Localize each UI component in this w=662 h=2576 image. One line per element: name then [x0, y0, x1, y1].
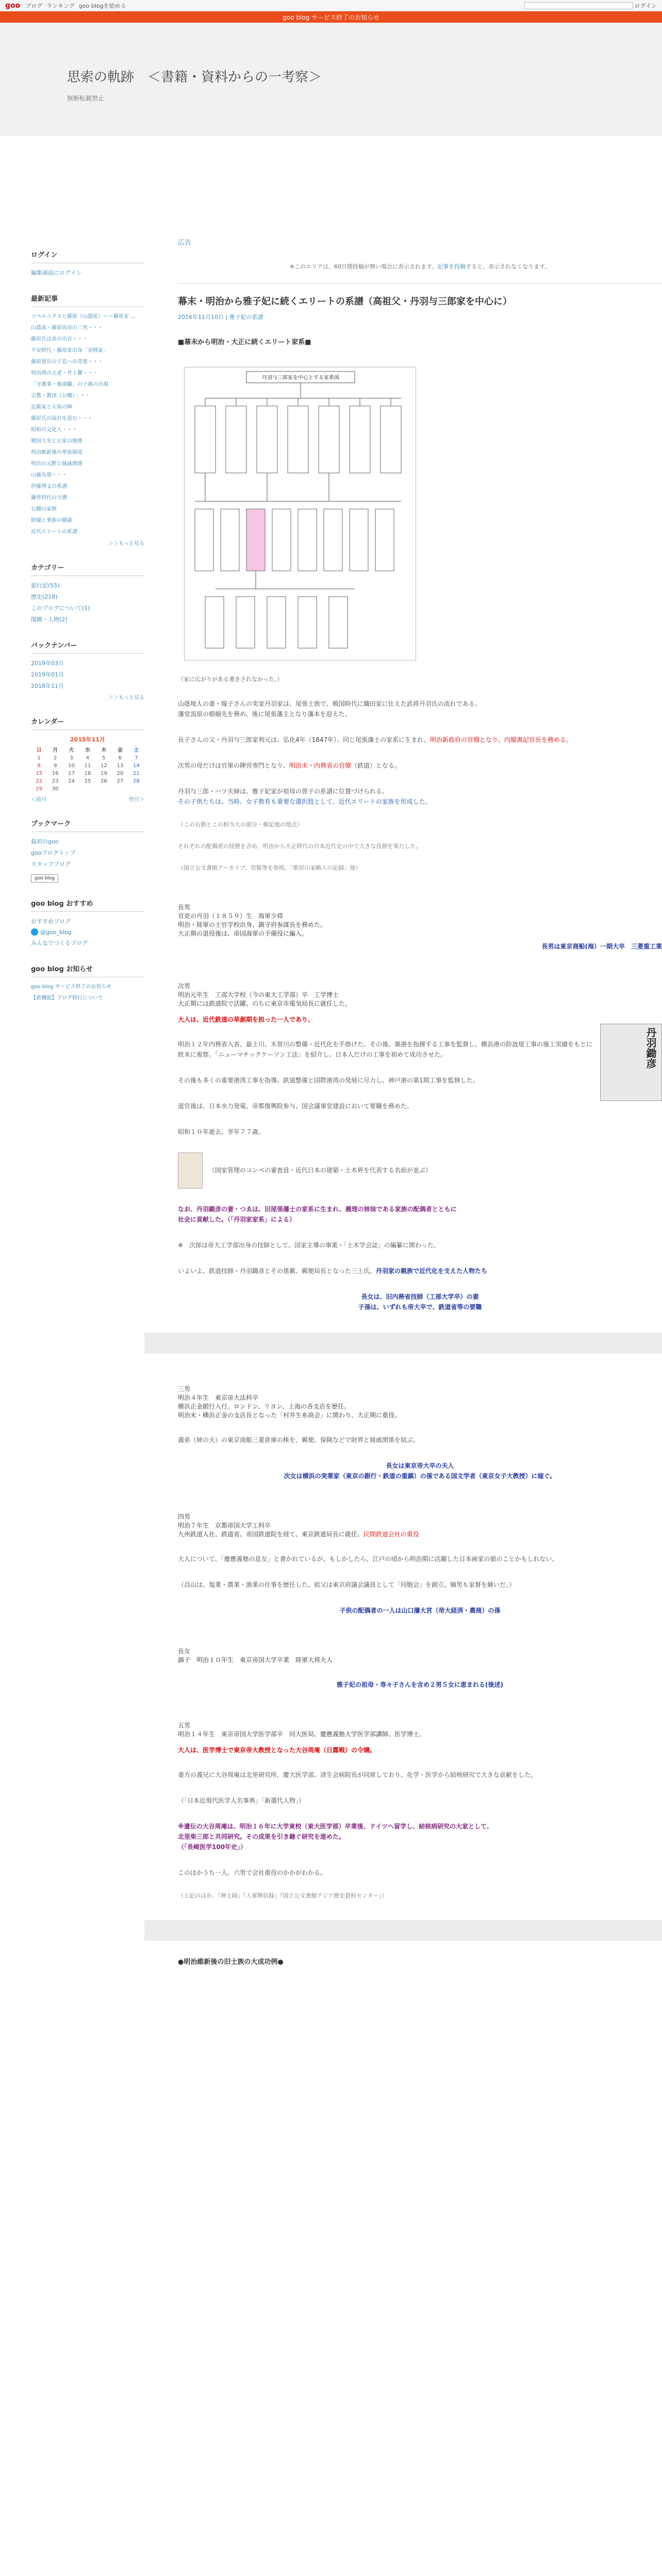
portrait-name: 丹羽鋤彦: [644, 1027, 657, 1069]
next-section-heading: ●明治維新後の旧士族の大成功例●: [178, 1958, 284, 1966]
calendar-prev-link[interactable]: ＜前月: [31, 797, 46, 803]
login-link[interactable]: ログイン: [634, 2, 657, 9]
calendar-date: 5: [102, 755, 106, 761]
calendar-date: 7: [135, 755, 138, 761]
section-line: 明治１４年生 東京帝国大学医学部卒 同大医局、慶應義塾大学医学部講師、医学博士。: [178, 1731, 426, 1738]
ad-label[interactable]: 広告: [178, 239, 192, 247]
section-line: 明治元年生 工部大学校（今の東大工学部）卒 工学博士: [178, 991, 339, 998]
calendar-date: 26: [101, 778, 107, 784]
topbar-link-start[interactable]: goo blogを始める: [78, 2, 126, 9]
goo-search-input[interactable]: [524, 2, 633, 9]
career-text-2: （鉄道）となる。: [351, 762, 401, 769]
goo-topbar: [0, 0, 662, 11]
calendar-date: 1: [37, 755, 41, 761]
recent-item[interactable]: 平安時代・藤原家出身「羽林家」: [31, 348, 108, 353]
center-line: 長女は、旧内務省技師（工部大学卒）の妻: [361, 1293, 479, 1300]
section-third-son: [178, 1384, 662, 1481]
recent-heading: 最新記事: [31, 293, 144, 307]
category-section: [31, 562, 144, 624]
calendar-day-header: 月: [53, 748, 58, 753]
section-paragraph: その後も多くの重要港湾工事を指導。鉄道整備と国際港湾の発展に尽力し、神戸港の第1期工事を監修した。: [178, 1077, 479, 1084]
purple-note-1: ※遺伝の大谷周庵は、明治１６年に大学東校（東大医学部）卒業後、ドイツへ留学し、結核病研究の大家として、: [178, 1823, 493, 1830]
section-summary: 長男は東京商船(海）一期大卒 三菱重工業: [541, 943, 662, 950]
category-item[interactable]: 閨閥・人物(2): [31, 616, 68, 623]
section-divider-band: [144, 1920, 662, 1941]
section-navy-text: 丹羽家の親族で近代化を支えた人物たち: [376, 1267, 488, 1275]
calendar-title: 2015年11月: [70, 736, 105, 743]
calendar-day-header: 木: [101, 748, 107, 753]
twitter-icon: [31, 928, 38, 936]
calendar-date: 29: [36, 786, 43, 792]
section-center-summary: 雅子妃の祖母・寿々子さんを含め２男５女に恵まれる(後述): [337, 1681, 503, 1688]
post-meta[interactable]: 2016年11月10日 | 雅子妃の系譜: [178, 314, 263, 320]
calendar-date: 28: [133, 778, 140, 784]
section-line: 官吏の丹羽（１８５９）生 海軍少将: [178, 912, 284, 920]
section-paragraph: 明治１２年内務省入省。最上川、木曽川の整備・近代化を手掛けた。その後、築港を指揮する工事を監督し、横浜港の防波堤工事の施工実績をもとに欧米に視察。「ニューマチックケーソン工法」を紹介し、日本人だけの工事を初めて成功させた。: [178, 1041, 593, 1058]
login-edit-link[interactable]: 編集画面にログイン: [31, 269, 82, 276]
section-fourth-son: [178, 1512, 662, 1616]
section-center-summary: 子供の配偶者の一人は山口藩大宮（帝大経済・農商）の孫: [339, 1607, 501, 1614]
goo-logo[interactable]: goo: [5, 1, 21, 10]
section-second-son: [178, 981, 662, 1312]
recent-item[interactable]: 伊藤博文の系譜: [31, 484, 67, 489]
calendar-date: 2: [53, 755, 57, 761]
section-line: 錦子 明治１０年生 東京帝国大学卒業 陸軍大将夫人: [178, 1656, 333, 1664]
backnumber-heading: バックナンバー: [31, 640, 144, 654]
bookmark-item[interactable]: スタッフブログ: [31, 861, 71, 868]
login-section: [31, 249, 144, 278]
calendar-date: 17: [68, 771, 75, 776]
center-line: 長女は東京帝大卒の夫人: [386, 1462, 454, 1469]
calendar-date: 12: [101, 763, 107, 769]
purple-note-3: （「長崎医学100年史」）: [178, 1843, 247, 1851]
post-header: [178, 283, 662, 321]
section-paragraph: （昌山は、塩業・農業・漁業の仕事を歴任した。祖父は東京府議会議員として「同胞会」を創立。嫡男も家督を継いだ。）: [178, 1581, 516, 1588]
recent-item[interactable]: 昭和の文化人・・・: [31, 427, 77, 433]
backnumber-item[interactable]: 2019年03月: [31, 660, 64, 667]
tree-caption: （家に広がりがある書きされなかった。）: [178, 676, 283, 683]
calendar-day-header: 火: [69, 748, 74, 753]
recent-item[interactable]: 山縣有朋・・・: [31, 472, 67, 478]
calendar-date: 27: [117, 778, 124, 784]
section-paragraph: （「日本近現代医学人名事典」「新選代人物」）: [178, 1797, 305, 1804]
recent-item[interactable]: 近衛家と大坂の陣: [31, 404, 72, 410]
category-item[interactable]: 旅行記(55): [31, 582, 60, 589]
section-label: 五男: [178, 1722, 191, 1729]
recent-item[interactable]: 明治期の元老・井上馨・・・: [31, 370, 98, 376]
recent-item[interactable]: 山蔭流・藤原高房の三男・・・: [31, 325, 103, 331]
calendar-date: 6: [118, 755, 122, 761]
purple-note-1: なお、丹羽鋤彦の妻・つゑは、旧尾張藩士の家系に生まれ、義理の姉妹である家族の配偶者とともに: [178, 1206, 457, 1213]
section-divider-band: [144, 1333, 662, 1353]
family-tree-image: [184, 367, 416, 660]
section-eldest-daughter: [178, 1647, 662, 1690]
category-heading: カテゴリー: [31, 562, 144, 576]
recent-item[interactable]: 藤原氏は弟の出自・・・: [31, 336, 88, 342]
goo-topbar-links: [25, 2, 126, 10]
career-highlight: 明治末・内務省の官僚: [289, 762, 352, 769]
recent-section: [31, 293, 144, 547]
section-line: 明治４年生 東京帝大法科卒: [178, 1394, 259, 1401]
portrait-photo: [600, 1024, 662, 1101]
section-highlight: 民間鉄道会社の重役: [363, 1531, 419, 1538]
section-highlight: 大正期には鉄道院で活躍、のちに東京市電気局長に就任した。: [178, 1000, 352, 1007]
section-text: いよいよ、鉄道技師・丹羽鋤彦とその係累、郵便局長となった三上氏、: [178, 1267, 376, 1275]
purple-note: [178, 1204, 662, 1225]
note-line: （この右側とこの相当大の部分・郵記地の地点）: [178, 821, 303, 828]
calendar-date: 18: [84, 771, 91, 776]
news-heading: goo blog お知らせ: [31, 963, 144, 977]
section-paragraph: 昭和１０年逝去。享年７７歳。: [178, 1128, 265, 1136]
calendar-date: 13: [117, 763, 124, 769]
bookmark-heading: ブックマーク: [31, 818, 144, 832]
recent-item[interactable]: 財閥と華族の姻戚: [31, 518, 72, 523]
recommend-heading: goo blog おすすめ: [31, 898, 144, 912]
calendar-date: 15: [36, 771, 43, 776]
backnumber-more-link[interactable]: ＞＞もっと見る: [108, 695, 144, 701]
father-paragraph: [178, 735, 662, 745]
section-line: 横浜正金銀行入行。ロンドン、リヨン、上海の各支店を歴任。: [178, 1403, 351, 1410]
calendar-date: 23: [52, 778, 59, 784]
calendar-date: 21: [133, 771, 140, 776]
blog-header: [0, 23, 662, 136]
backnumber-item[interactable]: 2018年11月: [31, 683, 64, 689]
section-line: 大正期の退役後は、帝国海軍の予備役に編入。: [178, 930, 308, 937]
calendar-date: 11: [84, 763, 91, 769]
family-paragraph: [178, 786, 662, 807]
backnumber-item[interactable]: 2019年01月: [31, 671, 64, 678]
father-text: 長子さんの父・丹羽与三郎家利元は、弘化4年（1847年）、同じ尾張藩士の家系に生まれ、: [178, 736, 430, 743]
news-section: [31, 963, 144, 1003]
calendar-date: 30: [52, 786, 59, 792]
closing-paragraph: このほかうち一人、六男で会社重役のかかがわかる。: [178, 1869, 327, 1876]
recent-item[interactable]: 「守護事・地頭職」の子孫の出現: [31, 382, 108, 387]
section-label: 四男: [178, 1513, 191, 1520]
recommend-item[interactable]: おすすめブログ: [31, 918, 71, 925]
calendar-date: 9: [53, 763, 57, 769]
recent-item[interactable]: 宗教・教団（公卿）・・・: [31, 393, 90, 399]
news-item[interactable]: 【新機能】ブログ移行について: [31, 995, 103, 1001]
center-line: 子孫は、いずれも帝大卒で、鉄道省等の要職: [358, 1303, 482, 1311]
calendar-nav: [31, 795, 144, 803]
section-paragraph: 大人について、「慶應義塾の息女」と書かれているが、もしかしたら、江戸の頃から明治期に活躍した日本画家の娘のことかもしれない。: [178, 1555, 558, 1563]
calendar-date: 10: [68, 763, 75, 769]
notice-bar: [0, 11, 662, 23]
intro-paragraph: [178, 699, 662, 719]
career-text: 次男の母だけは官軍の陣営専門となり、: [178, 762, 290, 769]
calendar-date: 22: [36, 778, 43, 784]
ad-note-prefix: ※このエリアは、60日間投稿が無い場合に表示されます。: [289, 263, 438, 270]
calendar-date: 16: [52, 771, 59, 776]
bookmark-section: [31, 818, 144, 883]
recent-item[interactable]: 明治維新後の華族制度: [31, 450, 82, 455]
calendar-day-header: 金: [117, 748, 123, 753]
recent-item[interactable]: 藤原氏の流れを汲む・・・: [31, 416, 93, 421]
section-center-summary: [178, 1461, 662, 1481]
purple-note: [178, 1821, 662, 1852]
calendar-date: 8: [37, 763, 41, 769]
goo-search-area: [524, 2, 657, 10]
page-container: [0, 136, 662, 2576]
main-content: [178, 136, 662, 2576]
calendar-next-link[interactable]: 翌月＞: [129, 797, 144, 803]
calendar: [31, 735, 144, 803]
recommend-item[interactable]: みんなでつくるブログ: [31, 940, 88, 946]
calendar-heading: カレンダー: [31, 716, 144, 730]
calendar-date: 25: [84, 778, 91, 784]
document-thumbnail[interactable]: [178, 1153, 203, 1189]
calendar-date: 4: [86, 755, 90, 761]
recent-item[interactable]: 明治の元勲と縁戚関係: [31, 461, 82, 467]
sidebar: [31, 136, 144, 2576]
backnumber-section: [31, 640, 144, 701]
note-line-2: それぞれの配偶者の経歴を含め、明治から大正時代の日本近代史の中で大きな役割を果たした。: [178, 843, 422, 850]
section-paragraph: 妻方の義兄に大谷周庵は北里研究所、慶大医学部、済生会病院長が同席しており、化学・医学から結核研究で大きな貢献をした。: [178, 1771, 537, 1778]
news-item[interactable]: goo blog サービス終了のお知らせ: [31, 984, 112, 990]
calendar-grid: [31, 745, 144, 792]
section-bold-highlight: 大人は、近代鉄道の草創期を担った一人であり、: [178, 1016, 315, 1023]
recent-item[interactable]: 鎌倉時代の守護: [31, 495, 67, 501]
ad-note: [178, 262, 662, 270]
section-line: [178, 1530, 662, 1538]
goo-blog-badge[interactable]: goo blog: [31, 874, 58, 883]
career-paragraph: [178, 760, 662, 771]
center-line: 次女は横浜の実業家（東京の銀行・鉄道の重鎮）の孫である国文学者（東京女子大教授）に嫁ぐ。: [284, 1472, 556, 1480]
section-bold-highlight: 大人は、医学博士で東京帝大教授となった大谷周庵（日露戦）の令嬢。: [178, 1747, 376, 1754]
section-center-summary: [178, 1292, 662, 1312]
intro-text: 山蔭地人の妻・嫁子さんの実家丹羽家は、尾張士族で、戦国時代に織田家に仕えた武将丹羽氏の流れである。: [178, 700, 481, 707]
blog-title[interactable]: 思索の軌跡 ＜書籍・資料からの一考察＞: [67, 70, 322, 85]
twitter-link[interactable]: [31, 928, 144, 936]
calendar-section: [31, 716, 144, 803]
post-title[interactable]: 幕末・明治から雅子妃に続くエリートの系譜（高祖父・丹羽与三郎家を中心に）: [178, 296, 512, 307]
login-heading: ログイン: [31, 249, 144, 263]
calendar-date: 20: [117, 771, 124, 776]
calendar-day-header: 水: [85, 748, 90, 753]
recent-item[interactable]: 公卿の家格: [31, 506, 57, 512]
section-fifth-son: [178, 1721, 662, 1852]
recent-more-link[interactable]: ＞＞もっと見る: [108, 541, 144, 547]
section-text: 九州鉄道入社、鉄道省、帝国鉄道院を経て、東京鉄道局長に就任。: [178, 1531, 363, 1538]
calendar-date: 24: [68, 778, 75, 784]
recommend-section: [31, 898, 144, 948]
purple-note-2: 北里柴三郎と共同研究。その成果を引き継ぐ研究を進めた。: [178, 1833, 345, 1840]
document-row: [178, 1153, 662, 1189]
topbar-link-ranking[interactable]: ランキング: [46, 2, 75, 9]
tree-title: 丹羽与三郎家を中心とする家系図: [262, 375, 339, 381]
intro-text-2: 藩堂流原の婚姻先を務め、後に尾張藩主となり藩本を迎えた。: [178, 710, 351, 718]
post-article-link[interactable]: 記事を投稿: [437, 263, 466, 270]
calendar-date: 3: [70, 755, 73, 761]
section-label: 次男: [178, 982, 191, 990]
section-line: 明治７年生 京都帝国大学工科卒: [178, 1522, 271, 1529]
category-item[interactable]: 歴史(218): [31, 594, 58, 600]
section-highlight: 明治末・横浜正金の支店長となった「村井生糸商会」に関わり、大正期に重役。: [178, 1412, 401, 1419]
father-highlight: 明治新政府の官僚となり、内閣書記官長を務める。: [429, 736, 572, 743]
section-label: 三男: [178, 1385, 191, 1393]
recent-item[interactable]: 戦国大名と公家の関係: [31, 438, 82, 444]
section-paragraph: 義弟（姉の夫）の東京商船三菱倉庫の株を、郵便、保険などで財界と縁戚関係を結ぶ。: [178, 1436, 420, 1444]
ad-note-suffix: すると、表示されなくなります。: [466, 263, 551, 270]
family-text-2: その子供たちは、当時、女子教育も重要な選択肢として、近代エリートの家族を形成した。: [178, 798, 432, 805]
section-paragraph: [178, 1266, 662, 1276]
notice-link[interactable]: goo blog サービス終了のお知らせ: [283, 13, 379, 21]
calendar-date: 14: [133, 763, 140, 769]
blog-description: 無断転載禁止: [67, 95, 105, 102]
closing-note: （上記のほか、『神士録』『人事興信録』『国立公文書館アジア歴史資料センター』）: [178, 1892, 388, 1899]
topbar-link-blog[interactable]: ブログ: [25, 2, 43, 9]
family-tree-graphic: [185, 367, 417, 661]
section-heading: ■幕末から明治・大正に続くエリート家系■: [178, 338, 311, 346]
section-eldest-son: [178, 903, 662, 951]
section-label: 長女: [178, 1648, 191, 1655]
section-label: 長男: [178, 904, 191, 911]
category-item[interactable]: このブログについて(1): [31, 605, 90, 612]
calendar-day-header: 日: [36, 748, 42, 753]
calendar-day-header: 土: [134, 748, 139, 753]
purple-note-2: 社会に貢献した。（「丹羽家家系」による）: [178, 1216, 296, 1223]
section-paragraph: ※ 次郎は帝大工学部出身の技師として、国家主導の事業・「土木学会誌」の編纂に関わった。: [178, 1242, 440, 1249]
bookmark-item[interactable]: 最初のgoo: [31, 838, 59, 845]
section-paragraph: 退官後は、日本水力発電、帝都復興院参与、国会議事堂建設において要職を務めた。: [178, 1103, 413, 1110]
family-text: 丹羽与三郎・ハツ夫婦は、雅子妃家が祖母の曽子の系譜に位置づけられる。: [178, 788, 389, 795]
recent-item[interactable]: 藤原道長の子息への寄進・・・: [31, 359, 103, 365]
recent-item[interactable]: 近代エリートの系譜: [31, 529, 77, 535]
source-note: （国立公文書館アーカイブ、官報等を参照。「歌形山家略人の記録」他）: [178, 865, 361, 871]
bookmark-item[interactable]: gooブログトップ: [31, 850, 76, 856]
calendar-date: 19: [101, 771, 107, 776]
document-caption: （国家管理のコンペの審査員・近代日本の建築・土木界を代表する名前が並ぶ）: [208, 1166, 432, 1174]
recent-item[interactable]: コペルニクスと藤原（山蔭流）ーー藤原家 ...: [31, 314, 136, 319]
twitter-label: @goo_blog: [40, 928, 72, 936]
section-line: 明治・陸軍の士官学校出身、鎮守府参謀長を務めた。: [178, 921, 327, 928]
